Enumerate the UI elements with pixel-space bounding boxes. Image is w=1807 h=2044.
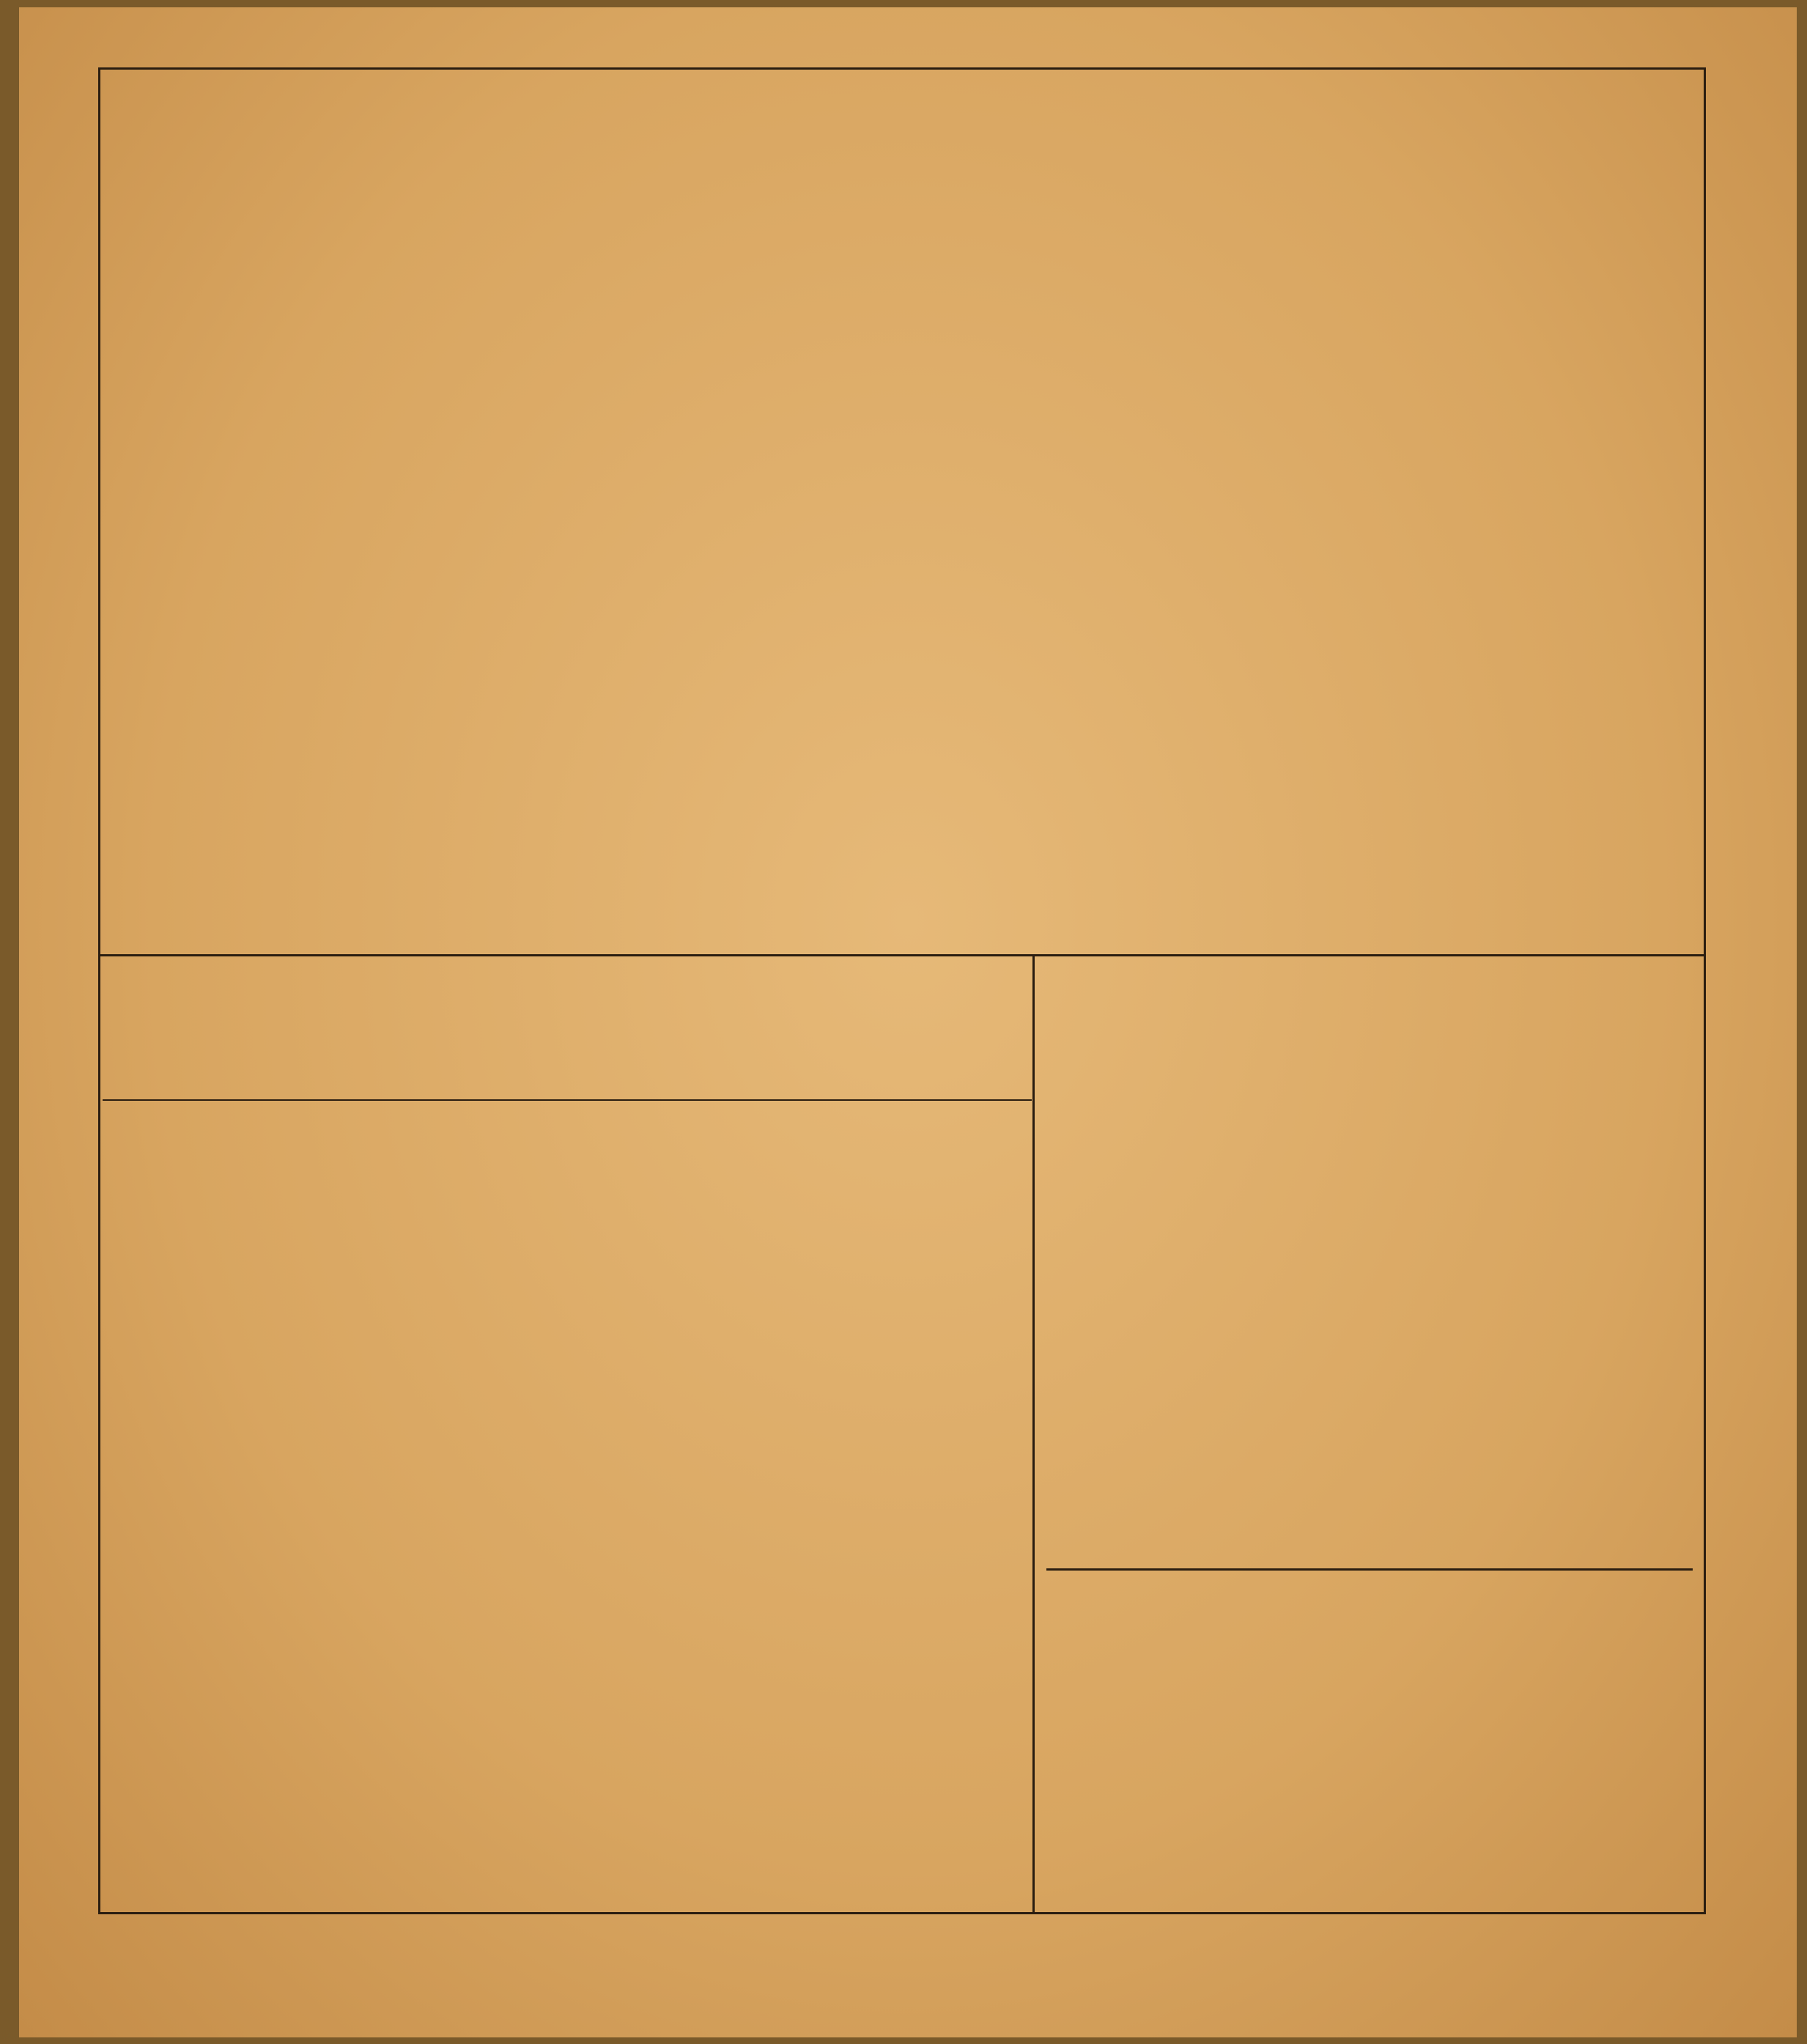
station-index — [100, 70, 1704, 956]
timetable-page — [19, 7, 1797, 2037]
occupancy-rules — [1046, 973, 1691, 977]
occupancy-and-ad-section — [1035, 956, 1704, 1912]
ad-divider — [1046, 1568, 1693, 1571]
pullman-fare-table — [103, 1099, 1032, 1914]
page-frame — [98, 67, 1706, 1914]
pullman-charges-section — [100, 956, 1035, 1912]
